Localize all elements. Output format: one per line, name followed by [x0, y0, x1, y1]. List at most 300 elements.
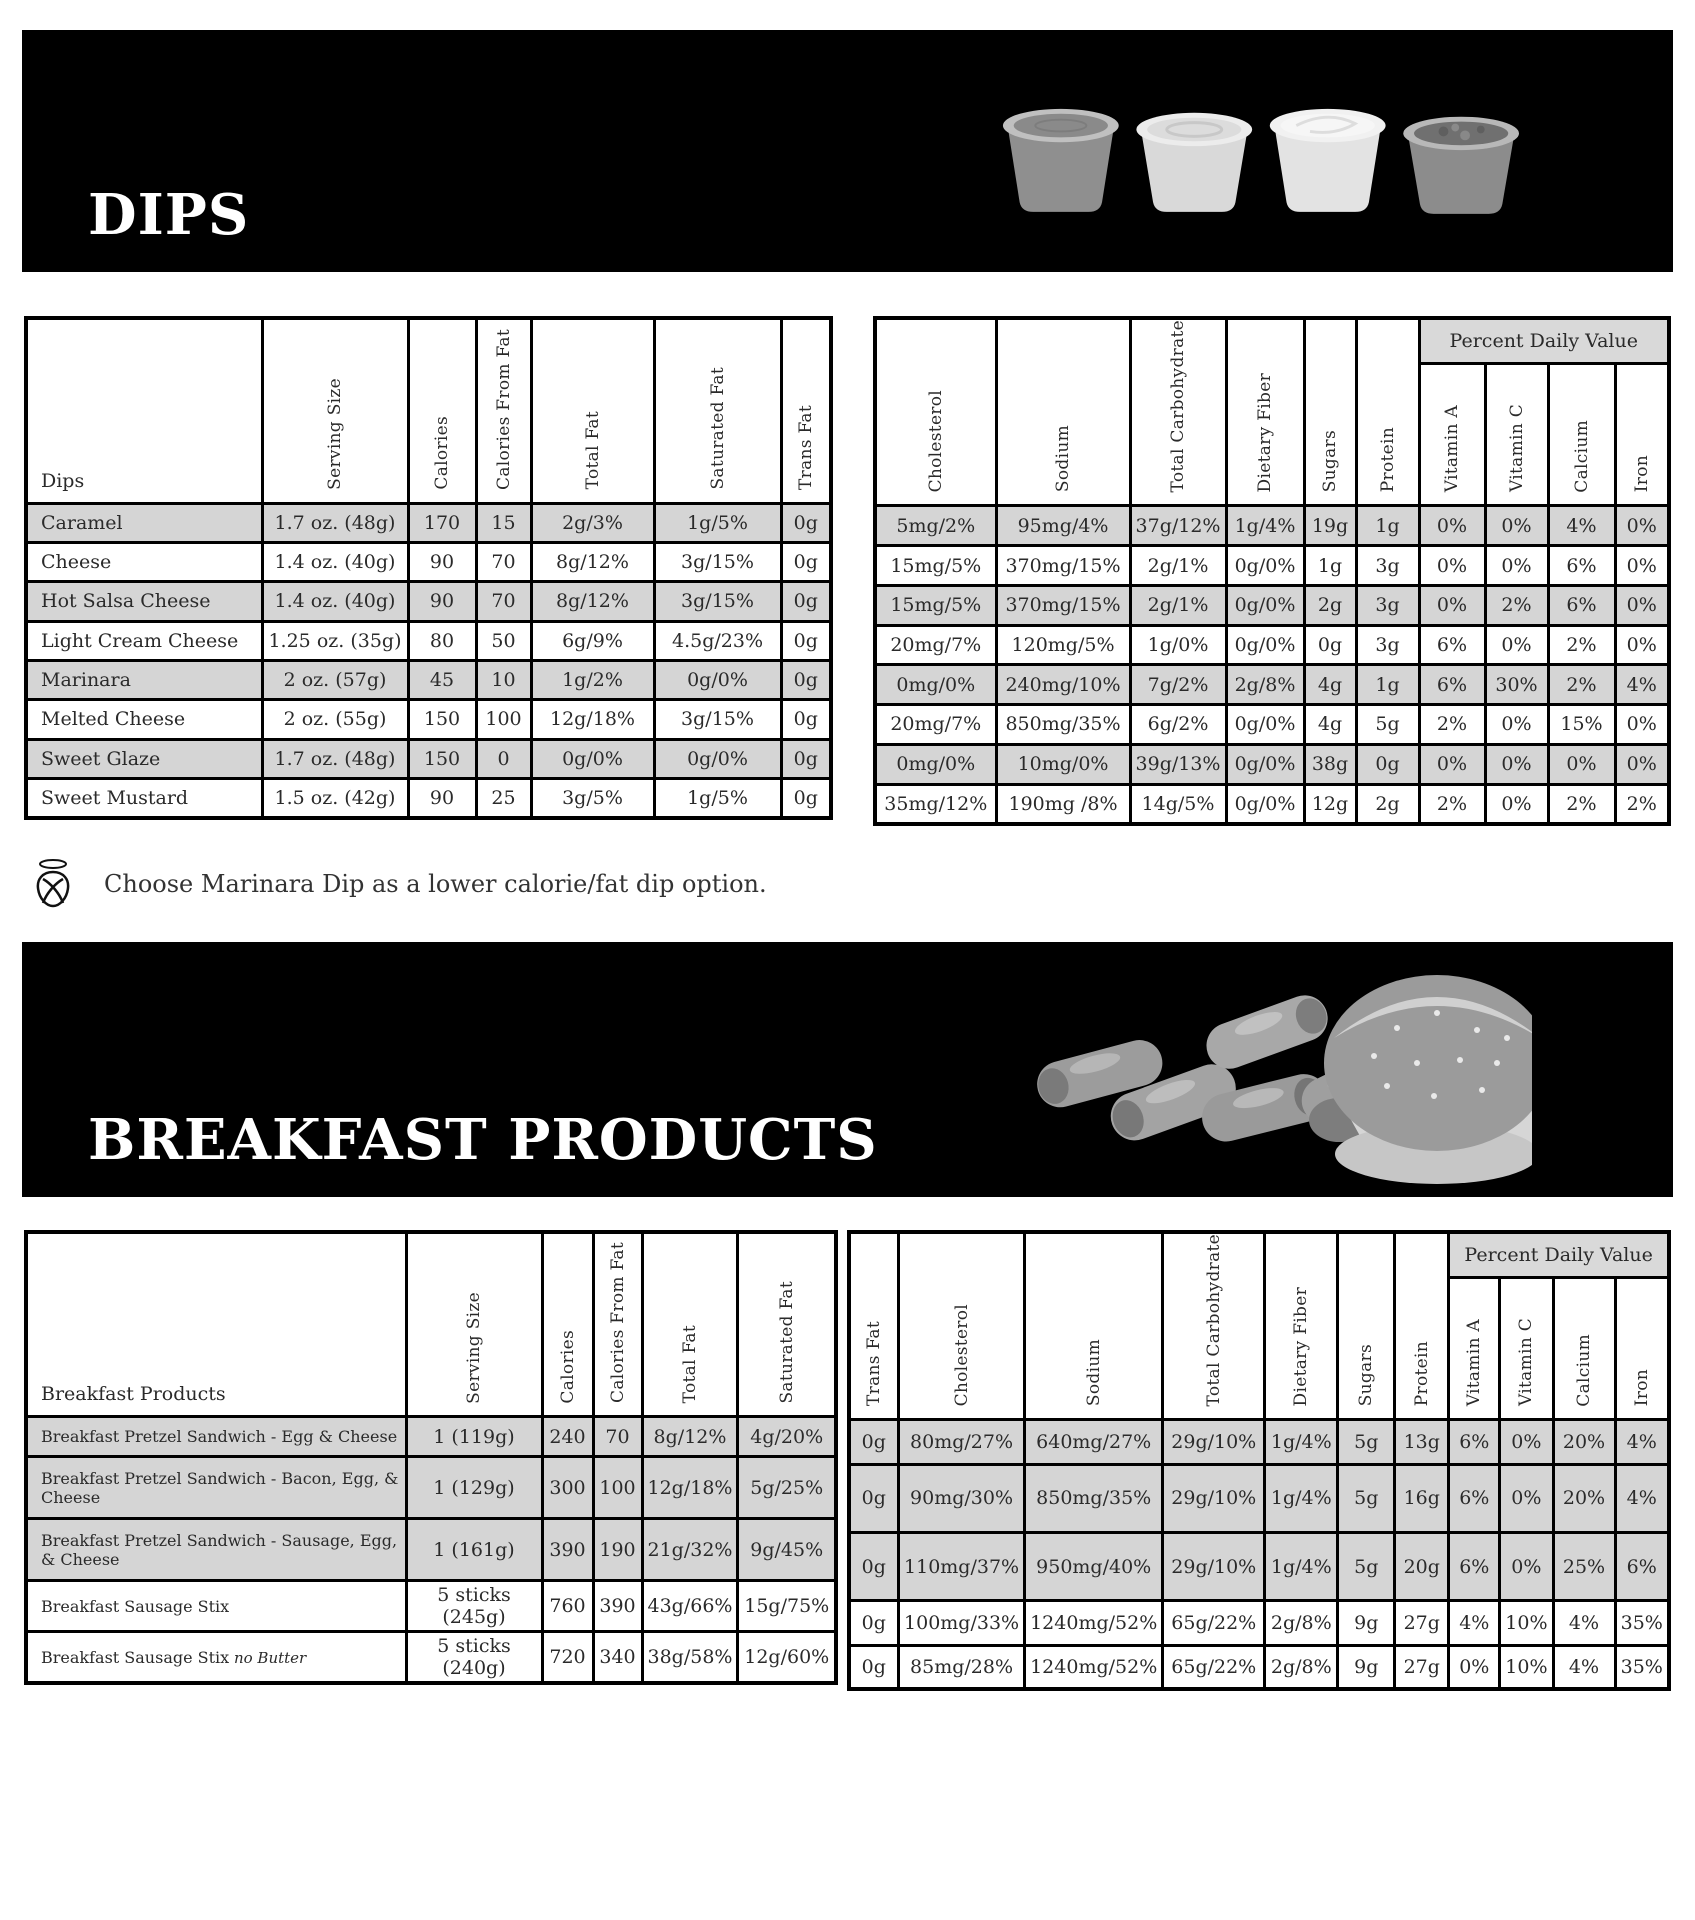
value-cell: 1g/4%: [1226, 506, 1304, 546]
value-cell: 30%: [1485, 665, 1548, 705]
column-header-label: Vitamin A: [1464, 1319, 1485, 1407]
value-cell: 1g/4%: [1265, 1533, 1338, 1601]
value-cell: 9g/45%: [738, 1519, 836, 1581]
value-cell: 1.7 oz. (48g): [262, 739, 408, 778]
table-row: [875, 585, 1669, 625]
column-header-label: Sodium: [1083, 1339, 1104, 1407]
header-row: [849, 1232, 1669, 1277]
value-cell: 850mg/35%: [996, 705, 1130, 745]
value-cell: 0%: [1419, 546, 1485, 586]
value-cell: 370mg/15%: [996, 546, 1130, 586]
value-cell: 0%: [1548, 744, 1615, 784]
value-cell: 8g/12%: [531, 542, 654, 581]
value-cell: 12g/60%: [738, 1632, 836, 1684]
value-cell: 0g/0%: [1226, 625, 1304, 665]
column-header-cell: [406, 1232, 542, 1417]
value-cell: 2%: [1485, 585, 1548, 625]
value-cell: 35mg/12%: [875, 784, 996, 824]
value-cell: 0g: [781, 700, 831, 739]
dips-section-title: DIPS: [88, 182, 250, 248]
value-cell: 100: [593, 1457, 642, 1519]
column-header-cell: [781, 318, 831, 503]
value-cell: 85mg/28%: [899, 1645, 1025, 1689]
column-header-label: Calcium: [1574, 1333, 1594, 1407]
table-row: [26, 542, 831, 581]
value-cell: 90: [408, 779, 476, 818]
value-cell: 1 (161g): [406, 1519, 542, 1581]
value-cell: 0g/0%: [654, 739, 781, 778]
value-cell: 12g/18%: [531, 700, 654, 739]
table-row: [26, 582, 831, 621]
value-cell: 1g: [1356, 665, 1419, 705]
column-header-label: Cholesterol: [951, 1303, 972, 1407]
column-header-cell: [408, 318, 476, 503]
row-label: Sweet Glaze: [26, 739, 262, 778]
value-cell: 0g/0%: [1226, 585, 1304, 625]
value-cell: 6g/2%: [1130, 705, 1226, 745]
column-header-cell: [1485, 363, 1548, 506]
breakfast-section-title: BREAKFAST PRODUCTS: [88, 1106, 878, 1173]
value-cell: 4%: [1553, 1601, 1615, 1645]
table-row: [875, 705, 1669, 745]
value-cell: 35%: [1615, 1645, 1669, 1689]
value-cell: 110mg/37%: [899, 1533, 1025, 1601]
column-header-cell: [1419, 363, 1485, 506]
value-cell: 15mg/5%: [875, 546, 996, 586]
value-cell: 3g: [1356, 585, 1419, 625]
table-row: [849, 1464, 1669, 1532]
breakfast-tables-row: [24, 1230, 1671, 1686]
column-header-cell: [1226, 318, 1304, 506]
header-row: [26, 318, 831, 503]
value-cell: 90: [408, 542, 476, 581]
table-corner-label: Dips: [26, 318, 262, 503]
column-header-label: Serving Size: [325, 377, 345, 490]
value-cell: 6%: [1548, 546, 1615, 586]
table-row: [26, 621, 831, 660]
value-cell: 4g/20%: [738, 1417, 836, 1457]
row-label: Marinara: [26, 660, 262, 699]
value-cell: 6%: [1449, 1533, 1500, 1601]
value-cell: 90mg/30%: [899, 1464, 1025, 1532]
value-cell: 20%: [1553, 1464, 1615, 1532]
value-cell: 390: [542, 1519, 593, 1581]
value-cell: 190mg /8%: [996, 784, 1130, 824]
value-cell: 27g: [1395, 1601, 1449, 1645]
value-cell: 2g/8%: [1265, 1645, 1338, 1689]
value-cell: 100: [476, 700, 531, 739]
value-cell: 0g/0%: [531, 739, 654, 778]
value-cell: 4%: [1615, 1420, 1669, 1464]
value-cell: 760: [542, 1581, 593, 1632]
value-cell: 3g/15%: [654, 700, 781, 739]
value-cell: 0g/0%: [1226, 705, 1304, 745]
value-cell: 0: [476, 739, 531, 778]
value-cell: 12g: [1304, 784, 1356, 824]
value-cell: 0g/0%: [1226, 784, 1304, 824]
value-cell: 0%: [1485, 546, 1548, 586]
column-header-cell: [1163, 1232, 1265, 1420]
value-cell: 90: [408, 582, 476, 621]
value-cell: 2%: [1548, 784, 1615, 824]
column-header-cell: [476, 318, 531, 503]
value-cell: 0g: [781, 582, 831, 621]
value-cell: 15: [476, 503, 531, 542]
value-cell: 5g: [1338, 1533, 1395, 1601]
column-header-cell: [996, 318, 1130, 506]
value-cell: 35%: [1615, 1601, 1669, 1645]
breakfast-section-banner: [22, 942, 1673, 1197]
column-header-label: Saturated Fat: [707, 366, 728, 490]
column-header-label: Cholesterol: [925, 390, 946, 493]
value-cell: 1.4 oz. (40g): [262, 582, 408, 621]
value-cell: 120mg/5%: [996, 625, 1130, 665]
value-cell: 5 sticks (245g): [406, 1581, 542, 1632]
value-cell: 3g/5%: [531, 779, 654, 818]
value-cell: 2g/8%: [1226, 665, 1304, 705]
column-header-cell: [542, 1232, 593, 1417]
value-cell: 10%: [1500, 1601, 1553, 1645]
column-header-label: Trans Fat: [795, 404, 816, 490]
value-cell: 15mg/5%: [875, 585, 996, 625]
value-cell: 100mg/33%: [899, 1601, 1025, 1645]
value-cell: 0g: [1304, 625, 1356, 665]
value-cell: 2g/8%: [1265, 1601, 1338, 1645]
column-header-label: Trans Fat: [863, 1321, 884, 1407]
table-row: [849, 1420, 1669, 1464]
column-header-cell: [1338, 1232, 1395, 1420]
value-cell: 25%: [1553, 1533, 1615, 1601]
value-cell: 0%: [1419, 744, 1485, 784]
column-header-cell: [899, 1232, 1025, 1420]
value-cell: 70: [476, 582, 531, 621]
column-header-cell: [738, 1232, 836, 1417]
value-cell: 6g/9%: [531, 621, 654, 660]
value-cell: 14g/5%: [1130, 784, 1226, 824]
value-cell: 0%: [1500, 1533, 1553, 1601]
column-header-label: Calories From Fat: [607, 1242, 628, 1404]
value-cell: 50: [476, 621, 531, 660]
value-cell: 9g: [1338, 1645, 1395, 1689]
table-row: [849, 1601, 1669, 1645]
value-cell: 720: [542, 1632, 593, 1684]
value-cell: 5g: [1356, 705, 1419, 745]
value-cell: 2g: [1356, 784, 1419, 824]
value-cell: 0%: [1485, 784, 1548, 824]
pretzel-sandwich-photo: [1309, 975, 1532, 1184]
value-cell: 170: [408, 503, 476, 542]
column-header-cell: [875, 318, 996, 506]
column-header-cell: [1395, 1232, 1449, 1420]
column-header-label: Protein: [1411, 1341, 1432, 1407]
value-cell: 0%: [1615, 585, 1669, 625]
value-cell: 2g/1%: [1130, 546, 1226, 586]
value-cell: 0%: [1419, 506, 1485, 546]
value-cell: 4.5g/23%: [654, 621, 781, 660]
value-cell: 4%: [1449, 1601, 1500, 1645]
value-cell: 0g: [781, 739, 831, 778]
value-cell: 21g/32%: [642, 1519, 738, 1581]
value-cell: 0%: [1485, 625, 1548, 665]
value-cell: 2%: [1548, 625, 1615, 665]
value-cell: 5g/25%: [738, 1457, 836, 1519]
value-cell: 3g: [1356, 546, 1419, 586]
value-cell: 2%: [1419, 784, 1485, 824]
row-label: Hot Salsa Cheese: [26, 582, 262, 621]
row-label: Sweet Mustard: [26, 779, 262, 818]
value-cell: 0g/0%: [1226, 744, 1304, 784]
value-cell: 150: [408, 700, 476, 739]
column-header-label: Sodium: [1053, 425, 1074, 493]
value-cell: 0%: [1615, 506, 1669, 546]
value-cell: 0%: [1485, 744, 1548, 784]
table-row: [26, 1457, 836, 1519]
value-cell: 1g: [1304, 546, 1356, 586]
value-cell: 0g: [849, 1601, 899, 1645]
table-row: [875, 506, 1669, 546]
value-cell: 20mg/7%: [875, 705, 996, 745]
value-cell: 1g/2%: [531, 660, 654, 699]
column-header-cell: [1500, 1277, 1553, 1420]
value-cell: 1 (119g): [406, 1417, 542, 1457]
value-cell: 850mg/35%: [1025, 1464, 1163, 1532]
column-header-label: Calories: [432, 415, 452, 490]
table-row: [849, 1533, 1669, 1601]
column-header-label: Total Fat: [679, 1325, 700, 1404]
column-header-label: Calcium: [1571, 419, 1592, 493]
table-row: [875, 665, 1669, 705]
table-row: [875, 546, 1669, 586]
value-cell: 0%: [1449, 1645, 1500, 1689]
value-cell: 6%: [1419, 665, 1485, 705]
value-cell: 0g: [781, 621, 831, 660]
row-label: Breakfast Pretzel Sandwich - Egg & Cheese: [26, 1417, 406, 1457]
value-cell: 1240mg/52%: [1025, 1645, 1163, 1689]
value-cell: 4g: [1304, 705, 1356, 745]
table-row: [875, 625, 1669, 665]
value-cell: 0g: [781, 542, 831, 581]
value-cell: 10%: [1500, 1645, 1553, 1689]
column-header-label: Vitamin C: [1516, 1318, 1537, 1407]
column-header-label: Vitamin A: [1442, 405, 1462, 493]
breakfast-micros-table: [847, 1230, 1671, 1691]
value-cell: 25: [476, 779, 531, 818]
value-cell: 1g/0%: [1130, 625, 1226, 665]
value-cell: 390: [593, 1581, 642, 1632]
value-cell: 0g: [849, 1645, 899, 1689]
value-cell: 0%: [1419, 585, 1485, 625]
value-cell: 1g: [1356, 506, 1419, 546]
value-cell: 0g: [849, 1533, 899, 1601]
value-cell: 5g: [1338, 1464, 1395, 1532]
value-cell: 240mg/10%: [996, 665, 1130, 705]
value-cell: 150: [408, 739, 476, 778]
value-cell: 6%: [1419, 625, 1485, 665]
value-cell: 4g: [1304, 665, 1356, 705]
value-cell: 10: [476, 660, 531, 699]
table-row: [26, 700, 831, 739]
value-cell: 0%: [1615, 625, 1669, 665]
value-cell: 5mg/2%: [875, 506, 996, 546]
value-cell: 4%: [1548, 506, 1615, 546]
row-label: Breakfast Pretzel Sandwich - Sausage, Egg, & Cheese: [26, 1519, 406, 1581]
value-cell: 240: [542, 1417, 593, 1457]
column-header-cell: [1265, 1232, 1338, 1420]
column-header-cell: [1449, 1277, 1500, 1420]
table-row: [26, 660, 831, 699]
column-header-cell: [1615, 1277, 1669, 1420]
value-cell: 38g: [1304, 744, 1356, 784]
value-cell: 1g/4%: [1265, 1464, 1338, 1532]
column-header-cell: [593, 1232, 642, 1417]
value-cell: 5 sticks (240g): [406, 1632, 542, 1684]
dip-cups-photo: [1000, 85, 1520, 225]
header-row: [26, 1232, 836, 1417]
value-cell: 20mg/7%: [875, 625, 996, 665]
pretzel-halo-icon: [30, 856, 76, 912]
value-cell: 0%: [1615, 705, 1669, 745]
value-cell: 8g/12%: [642, 1417, 738, 1457]
value-cell: 0%: [1615, 744, 1669, 784]
value-cell: 1.25 oz. (35g): [262, 621, 408, 660]
value-cell: 6%: [1548, 585, 1615, 625]
value-cell: 5g: [1338, 1420, 1395, 1464]
percent-daily-value-header: Percent Daily Value: [1449, 1232, 1669, 1277]
value-cell: 0mg/0%: [875, 744, 996, 784]
value-cell: 10mg/0%: [996, 744, 1130, 784]
column-header-cell: [531, 318, 654, 503]
table-row: [26, 1632, 836, 1684]
row-label: Melted Cheese: [26, 700, 262, 739]
column-header-label: Saturated Fat: [776, 1280, 797, 1404]
value-cell: 0g/0%: [654, 660, 781, 699]
table-row: [875, 784, 1669, 824]
header-row: [875, 318, 1669, 363]
table-row: [26, 739, 831, 778]
value-cell: 1g/4%: [1265, 1420, 1338, 1464]
column-header-cell: [262, 318, 408, 503]
value-cell: 0g: [781, 779, 831, 818]
value-cell: 29g/10%: [1163, 1464, 1265, 1532]
column-header-label: Total Fat: [582, 411, 603, 490]
column-header-label: Dietary Fiber: [1291, 1286, 1312, 1407]
column-header-label: Iron: [1631, 1369, 1652, 1407]
dips-tip-note: [30, 856, 1673, 912]
value-cell: 0g: [1356, 744, 1419, 784]
value-cell: 6%: [1449, 1464, 1500, 1532]
value-cell: 39g/13%: [1130, 744, 1226, 784]
column-header-cell: [1025, 1232, 1163, 1420]
value-cell: 9g: [1338, 1601, 1395, 1645]
table-row: [849, 1645, 1669, 1689]
table-row: [26, 503, 831, 542]
value-cell: 3g/15%: [654, 542, 781, 581]
value-cell: 2%: [1548, 665, 1615, 705]
value-cell: 2g: [1304, 585, 1356, 625]
value-cell: 2%: [1615, 784, 1669, 824]
column-header-cell: [1548, 363, 1615, 506]
dips-macros-table: [24, 316, 833, 820]
dips-tables-row: [24, 316, 1671, 820]
value-cell: 43g/66%: [642, 1581, 738, 1632]
dips-section-banner: [22, 30, 1673, 272]
value-cell: 2%: [1419, 705, 1485, 745]
column-header-label: Total Carbohydrate: [1203, 1233, 1224, 1407]
value-cell: 27g: [1395, 1645, 1449, 1689]
value-cell: 340: [593, 1632, 642, 1684]
value-cell: 1.5 oz. (42g): [262, 779, 408, 818]
value-cell: 80mg/27%: [899, 1420, 1025, 1464]
value-cell: 640mg/27%: [1025, 1420, 1163, 1464]
value-cell: 45: [408, 660, 476, 699]
value-cell: 15%: [1548, 705, 1615, 745]
value-cell: 20%: [1553, 1420, 1615, 1464]
value-cell: 70: [476, 542, 531, 581]
table-row: [26, 779, 831, 818]
value-cell: 1240mg/52%: [1025, 1601, 1163, 1645]
value-cell: 65g/22%: [1163, 1645, 1265, 1689]
column-header-label: Calories: [557, 1329, 578, 1404]
value-cell: 1 (129g): [406, 1457, 542, 1519]
value-cell: 300: [542, 1457, 593, 1519]
value-cell: 0mg/0%: [875, 665, 996, 705]
value-cell: 12g/18%: [642, 1457, 738, 1519]
row-label: Breakfast Pretzel Sandwich - Bacon, Egg, & Cheese: [26, 1457, 406, 1519]
value-cell: 950mg/40%: [1025, 1533, 1163, 1601]
column-header-cell: [1304, 318, 1356, 506]
row-label: Breakfast Sausage Stix: [26, 1581, 406, 1632]
value-cell: 1g/5%: [654, 503, 781, 542]
column-header-cell: [1615, 363, 1669, 506]
column-header-label: Vitamin C: [1506, 404, 1527, 493]
value-cell: 8g/12%: [531, 582, 654, 621]
value-cell: 65g/22%: [1163, 1601, 1265, 1645]
value-cell: 80: [408, 621, 476, 660]
dips-tip-text: Choose Marinara Dip as a lower calorie/fat dip option.: [104, 869, 767, 898]
value-cell: 16g: [1395, 1464, 1449, 1532]
value-cell: 0%: [1500, 1420, 1553, 1464]
column-header-label: Iron: [1631, 455, 1652, 493]
row-label: Caramel: [26, 503, 262, 542]
value-cell: 0g: [849, 1420, 899, 1464]
value-cell: 0%: [1500, 1464, 1553, 1532]
row-label: Breakfast Sausage Stix no Butter: [26, 1632, 406, 1684]
value-cell: 2 oz. (57g): [262, 660, 408, 699]
value-cell: 6%: [1449, 1420, 1500, 1464]
value-cell: 13g: [1395, 1420, 1449, 1464]
table-row: [26, 1519, 836, 1581]
value-cell: 4%: [1553, 1645, 1615, 1689]
value-cell: 4%: [1615, 665, 1669, 705]
column-header-cell: [1356, 318, 1419, 506]
breakfast-macros-table: [24, 1230, 838, 1686]
table-row: [26, 1581, 836, 1632]
row-label: Light Cream Cheese: [26, 621, 262, 660]
column-header-label: Protein: [1377, 427, 1398, 493]
value-cell: 0%: [1615, 546, 1669, 586]
percent-daily-value-header: Percent Daily Value: [1419, 318, 1669, 363]
value-cell: 190: [593, 1519, 642, 1581]
value-cell: 20g: [1395, 1533, 1449, 1601]
value-cell: 3g/15%: [654, 582, 781, 621]
dips-micros-table: [873, 316, 1671, 826]
value-cell: 6%: [1615, 1533, 1669, 1601]
column-header-label: Dietary Fiber: [1255, 373, 1275, 493]
value-cell: 2g/1%: [1130, 585, 1226, 625]
value-cell: 2 oz. (55g): [262, 700, 408, 739]
value-cell: 0%: [1485, 506, 1548, 546]
value-cell: 29g/10%: [1163, 1420, 1265, 1464]
